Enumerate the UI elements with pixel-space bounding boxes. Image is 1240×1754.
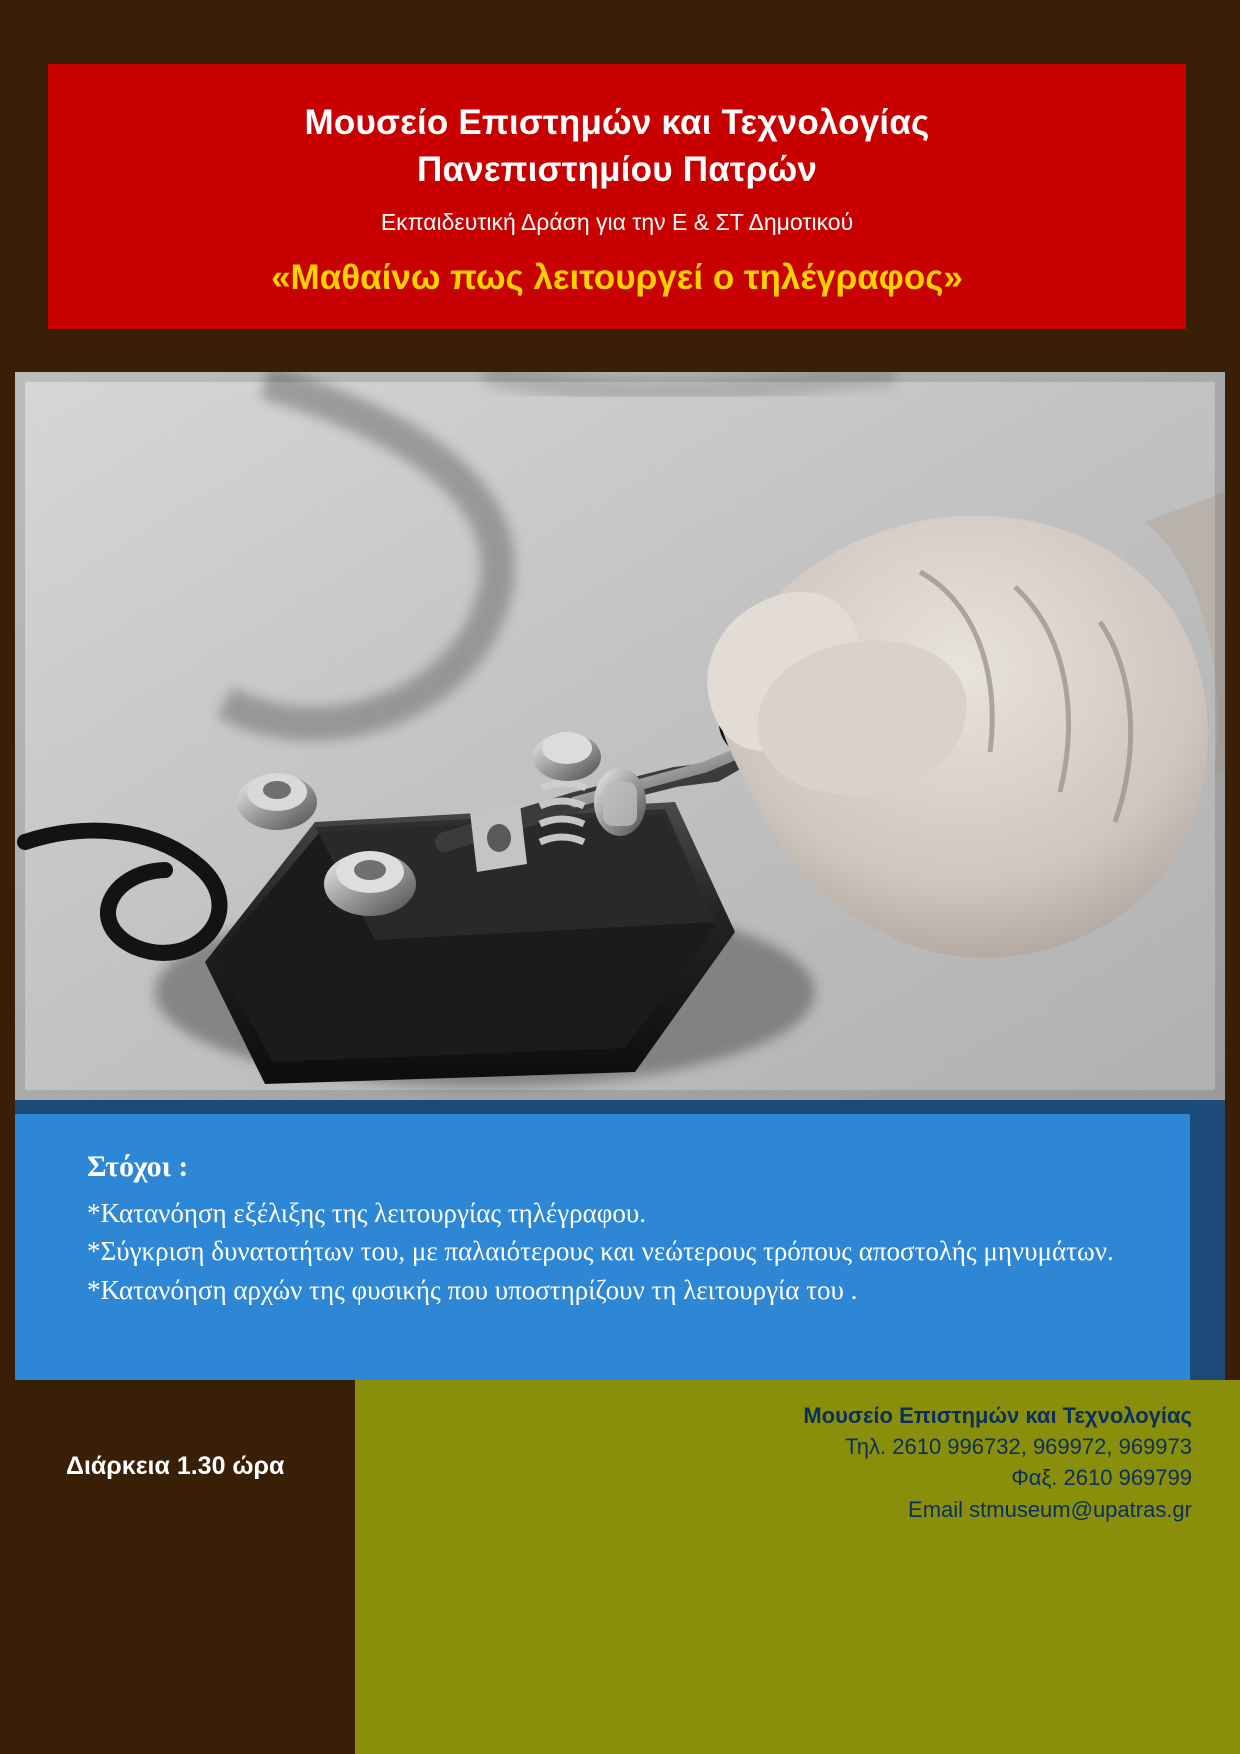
header-activity-title: «Μαθαίνω πως λειτουργεί ο τηλέγραφος» (271, 257, 963, 297)
objective-item-2: *Σύγκριση δυνατοτήτων του, με παλαιότερους και νεώτερους τρόπους αποστολής μηνυμάτων. (87, 1236, 1114, 1267)
objectives-panel (15, 1114, 1190, 1380)
telegraph-photo-illustration (15, 372, 1225, 1100)
contact-line-email: Email stmuseum@upatras.gr (908, 1496, 1192, 1522)
museum-title-line1: Μουσείο Επιστημών και Τεχνολογίας (304, 103, 930, 142)
contact-line-phone: Τηλ. 2610 996732, 969972, 969973 (844, 1434, 1192, 1460)
duration-label: Διάρκεια 1.30 ώρα (66, 1452, 285, 1480)
objective-item-1: *Κατανόηση εξέλιξης της λειτουργίας τηλέγραφου. (87, 1198, 646, 1228)
contact-line-fax: Φαξ. 2610 969799 (1011, 1465, 1192, 1491)
contact-block (492, 1400, 1192, 1525)
contact-line-museum: Μουσείο Επιστημών και Τεχνολογίας (803, 1403, 1192, 1428)
museum-title (48, 100, 1186, 193)
objective-item-3: *Κατανόηση αρχών της φυσικής που υποστηρίζουν τη λειτουργία του . (87, 1274, 858, 1305)
telegraph-photo (15, 372, 1225, 1100)
header-subtitle: Εκπαιδευτική Δράση για την Ε & ΣΤ Δημοτικού (380, 209, 854, 236)
museum-title-line2: Πανεπιστημίου Πατρών (416, 149, 818, 189)
header-banner (48, 64, 1186, 329)
objectives-title: Στόχοι : (87, 1150, 189, 1183)
